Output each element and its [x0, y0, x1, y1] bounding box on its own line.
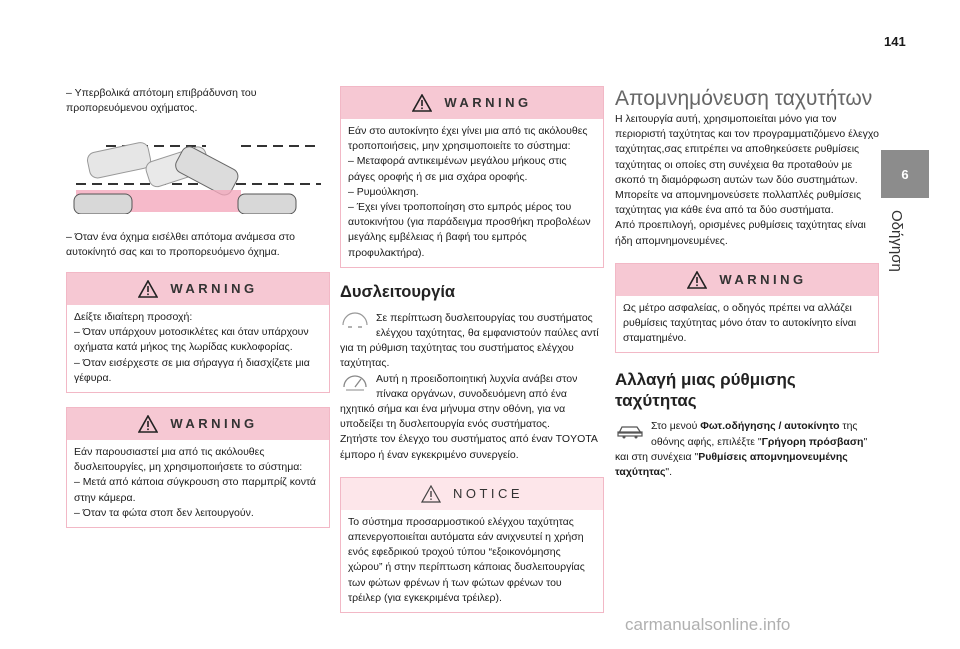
cut-in-text: – Όταν ένα όχημα εισέλθει απότομα ανάμεσα στο αυτοκίνητό σας και το προπορευόμενο όχημα. — [66, 230, 295, 258]
column-1 — [66, 86, 330, 540]
warning-title: WARNING — [719, 272, 807, 288]
section-heading-memorisation: Απομνημόνευση ταχυτήτων — [615, 87, 873, 110]
notice-triangle-icon — [421, 485, 441, 503]
notice-box — [340, 477, 604, 613]
warning-line: Δείξτε ιδιαίτερη προσοχή: — [74, 311, 193, 324]
warning-line: – Όταν τα φώτα στοπ δεν λειτουργούν. — [74, 506, 254, 519]
warning-line: Εάν στο αυτοκίνητο έχει γίνει μια από τις ακόλουθες τροποποιήσεις, μην χρησιμοποιείτε το σύστημα: — [348, 125, 588, 153]
warning-line: – Έχει γίνει τροποποίηση στο εμπρός μέρος του αυτοκινήτου (για παράδειγμα προσθήκη προβολέων μεγάλης εμβέλειας ή βαφή του εμπρός προφυλακτήρα). — [348, 201, 591, 259]
warning-title: WARNING — [170, 416, 258, 432]
malfunction-text: Σε περίπτωση δυσλειτουργίας του συστήματος ελέγχου ταχύτητας, θα εμφανιστούν παύλες αντί για τη ρύθμιση ταχύτητας του συστήματος ελέγχου ταχύτητας. — [340, 311, 599, 370]
column-2 — [340, 86, 604, 625]
warning-triangle-icon — [412, 94, 432, 112]
warning-header — [67, 273, 329, 305]
instruction-text: " και στη συνέχεια " — [615, 435, 868, 463]
warning-header — [616, 264, 878, 296]
warning-triangle-icon — [687, 271, 707, 289]
warning-line: Εάν παρουσιαστεί μια από τις ακόλουθες δυσλειτουργίες, μη χρησιμοποιήσετε το σύστημα: — [74, 446, 303, 474]
change-setting-instruction — [615, 419, 879, 480]
page-number: 141 — [884, 34, 906, 49]
vehicle-cut-in-illustration — [66, 124, 328, 214]
notice-title: NOTICE — [452, 486, 524, 502]
warning-triangle-icon — [138, 415, 158, 433]
warning-box-3 — [340, 86, 604, 268]
warning-line: – Μεταφορά αντικειμένων μεγάλου μήκους στις ράγες οροφής ή σε μια σχάρα οροφής. — [348, 155, 567, 183]
chapter-number: 6 — [901, 166, 909, 182]
chapter-label: Οδήγηση — [888, 210, 905, 272]
warning-line: – Όταν εισέρχεστε σε μια σήραγγα ή διασχίζετε μια γέφυρα. — [74, 356, 310, 384]
intro-text: – Υπερβολικά απότομη επιβράδυνση του προπορευόμενου οχήματος. — [66, 87, 257, 115]
memorisation-para-2: Μπορείτε να απομνημονεύσετε πολλαπλές ρυθμίσεις ταχύτητας για κάθε ένα από τα δύο συστήματα. — [615, 189, 862, 217]
warning-line: – Ρυμούλκηση. — [348, 185, 419, 198]
section-heading-change-setting: Αλλαγή μιας ρύθμισης ταχύτητας — [615, 370, 796, 411]
section-heading-malfunction: Δυσλειτουργία — [340, 282, 456, 301]
cruise-control-warning-icon — [340, 372, 370, 392]
memorisation-para-1: Η λειτουργία αυτή, χρησιμοποιείται μόνο για τον περιοριστή ταχύτητας και τον προγραμματιζόμενο έλεγχο ταχύτητας,σας επιτρέπει να αποθηκεύσετε ρυθμίσεις ταχύτητας οι οποίες στη συνέχεια θα προταθούν με σκοπό τη διαμόρφωση αυτών των δύο συστημάτων. — [615, 113, 880, 186]
warning-text: Ως μέτρο ασφαλείας, ο οδηγός πρέπει να αλλάζει ρυθμίσεις ταχύτητας μόνο όταν το αυτοκίνητο είναι σταματημένο. — [623, 301, 857, 345]
menu-name: Φωτ.οδήγησης / αυτοκίνητο — [700, 420, 840, 433]
warning-box-1 — [66, 272, 330, 393]
speed-dashes-icon — [340, 311, 370, 331]
warning-line: – Μετά από κάποια σύγκρουση στο παρμπρίζ κοντά στην κάμερα. — [74, 476, 317, 504]
malfunction-para-3: Ζητήστε τον έλεγχο του συστήματος από έναν TOYOTA έμπορο ή έναν εγκεκριμένο συνεργείο. — [340, 433, 598, 461]
warning-header — [67, 408, 329, 440]
instruction-text: της οθόνης αφής, επιλέξτε " — [651, 420, 858, 448]
menu-option-quick-access: Γρήγορη πρόσβαση — [761, 435, 864, 448]
warning-title: WARNING — [444, 95, 532, 111]
car-menu-icon — [615, 419, 645, 439]
instruction-text: ". — [665, 466, 673, 479]
chapter-tab[interactable] — [881, 150, 929, 198]
warning-box-2 — [66, 407, 330, 528]
warning-line: – Όταν υπάρχουν μοτοσικλέτες και όταν υπάρχουν οχήματα κατά μήκος της λωρίδας κυκλοφορίας. — [74, 326, 309, 354]
warning-title: WARNING — [170, 281, 258, 297]
malfunction-text: Αυτή η προειδοποιητική λυχνία ανάβει στον πίνακα οργάνων, συνοδευόμενη από ένα ηχητικό σήμα και ένα μήνυμα στην οθόνη, για να υποδείξει τη δυσλειτουργία ενός συστήματος. — [340, 372, 578, 431]
notice-text: Το σύστημα προσαρμοστικού ελέγχου ταχύτητας απενεργοποιείται αυτόματα εάν ανιχνευτεί η χρήση ενός εφεδρικού τροχού τύπου “εξοικονόμησης χώρου” ή στην περίπτωση κάποιας δυσλειτουργίας των φώτων φρένων ή των φώτων φρένων του τρέιλερ (για εγκεκριμένα τρέιλερ). — [348, 515, 585, 604]
watermark: carmanualsonline.info — [625, 615, 791, 634]
notice-header — [341, 478, 603, 510]
memorisation-para-3: Από προεπιλογή, ορισμένες ρυθμίσεις ταχύτητας είναι ήδη απομνημονευμένες. — [615, 219, 866, 247]
instruction-text: Στο μενού — [651, 420, 701, 433]
warning-header — [341, 87, 603, 119]
warning-box-4 — [615, 263, 879, 354]
malfunction-para-1 — [340, 311, 604, 372]
malfunction-para-2 — [340, 372, 604, 433]
menu-option-memorised-speeds: Ρυθμίσεις απομνημονευμένης ταχύτητας — [615, 450, 848, 479]
warning-triangle-icon — [138, 280, 158, 298]
column-3 — [615, 86, 879, 480]
